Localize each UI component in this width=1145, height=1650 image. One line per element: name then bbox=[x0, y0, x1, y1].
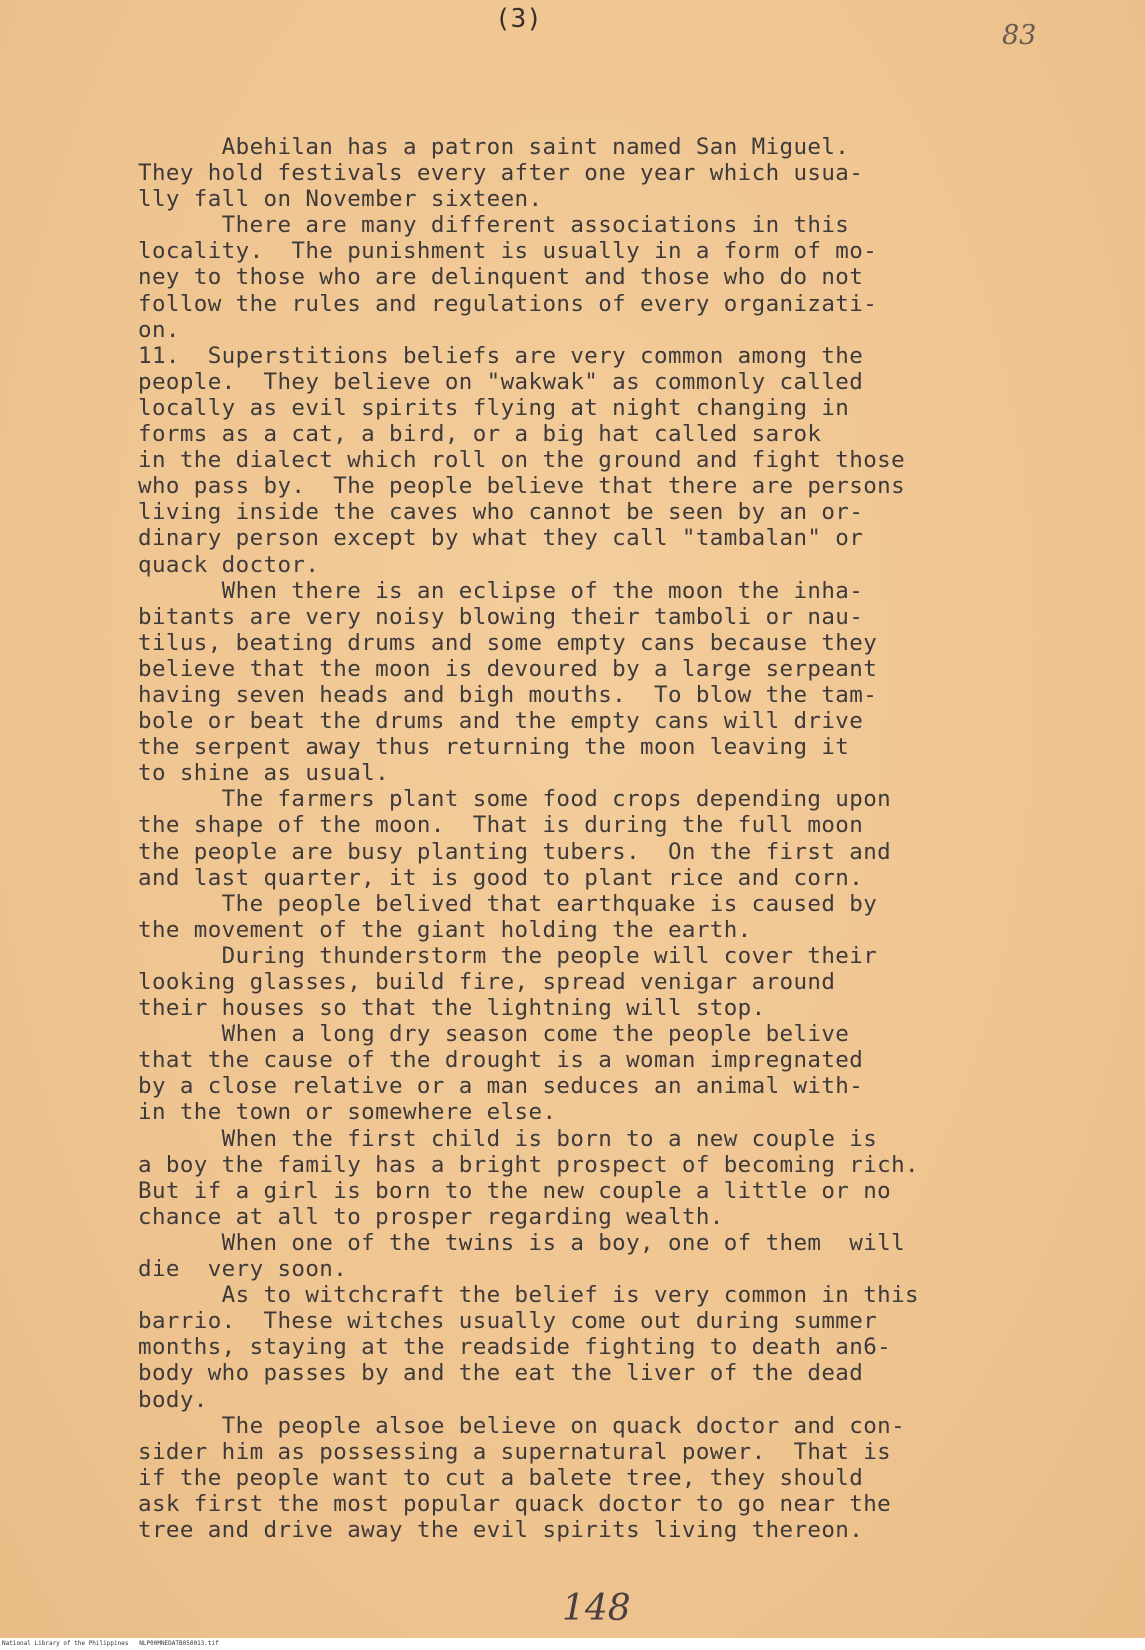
text-line: When there is an eclipse of the moon the inha- bbox=[138, 577, 864, 604]
text-line: to shine as usual. bbox=[138, 760, 390, 787]
text-line: lly fall on November sixteen. bbox=[138, 186, 543, 213]
handwritten-bottom-folio: 148 bbox=[562, 1588, 631, 1629]
text-line: people. They believe on "wakwak" as commonly called bbox=[138, 368, 864, 395]
text-line: body who passes by and the eat the liver of the dead bbox=[138, 1360, 864, 1387]
text-line: months, staying at the readside fighting to death an6- bbox=[138, 1334, 892, 1361]
text-line: ask first the most popular quack doctor to go near the bbox=[138, 1490, 892, 1517]
scan-footer: National Library of the Philippines NLP00MNEDATB050013.tif bbox=[0, 1638, 1145, 1650]
text-line: barrio. These witches usually come out during summer bbox=[138, 1308, 878, 1335]
text-line: As to witchcraft the belief is very common in this bbox=[138, 1282, 919, 1309]
text-line: sider him as possessing a supernatural power. That is bbox=[138, 1438, 892, 1465]
text-line: The farmers plant some food crops depending upon bbox=[138, 786, 892, 813]
text-line: dinary person except by what they call "tambalan" or bbox=[138, 525, 864, 552]
text-line: quack doctor. bbox=[138, 551, 320, 578]
text-line: that the cause of the drought is a woman impregnated bbox=[138, 1047, 864, 1074]
text-line: The people belived that earthquake is caused by bbox=[138, 890, 878, 917]
text-line: the people are busy planting tubers. On the first and bbox=[138, 838, 892, 865]
text-line: tilus, beating drums and some empty cans because they bbox=[138, 629, 878, 656]
text-line: on. bbox=[138, 316, 180, 343]
text-line: in the town or somewhere else. bbox=[138, 1099, 557, 1126]
typed-body-text bbox=[138, 134, 1018, 1543]
text-line: believe that the moon is devoured by a large serpeant bbox=[138, 655, 878, 682]
text-line: the shape of the moon. That is during the full moon bbox=[138, 812, 864, 839]
text-line: in the dialect which roll on the ground and fight those bbox=[138, 447, 906, 474]
text-line: But if a girl is born to the new couple a little or no bbox=[138, 1177, 892, 1204]
text-line: When a long dry season come the people belive bbox=[138, 1021, 850, 1048]
text-line: The people alsoe believe on quack doctor and con- bbox=[138, 1412, 906, 1439]
text-line: die very soon. bbox=[138, 1256, 348, 1283]
text-line: looking glasses, build fire, spread venigar around bbox=[138, 969, 836, 995]
handwritten-folio: 83 bbox=[1002, 20, 1037, 51]
text-line: chance at all to prosper regarding wealth. bbox=[138, 1203, 724, 1230]
text-line: bitants are very noisy blowing their tamboli or nau- bbox=[138, 603, 864, 630]
text-line: having seven heads and bigh mouths. To blow the tam- bbox=[138, 681, 878, 708]
text-line: tree and drive away the evil spirits living thereon. bbox=[138, 1516, 864, 1543]
text-line: locally as evil spirits flying at night changing in bbox=[138, 394, 850, 421]
text-line: follow the rules and regulations of every organizati- bbox=[138, 290, 878, 317]
text-line: a boy the family has a bright prospect of becoming rich. bbox=[138, 1151, 919, 1178]
text-line: the movement of the giant holding the earth. bbox=[138, 916, 752, 943]
text-line: who pass by. The people believe that there are persons bbox=[138, 473, 906, 500]
text-line: locality. The punishment is usually in a form of mo- bbox=[138, 238, 878, 265]
text-line: their houses so that the lightning will stop. bbox=[138, 995, 766, 1022]
text-line: Abehilan has a patron saint named San Miguel. bbox=[138, 134, 850, 160]
text-line: by a close relative or a man seduces an animal with- bbox=[138, 1073, 864, 1100]
text-line: 11. Superstitions beliefs are very common among the bbox=[138, 342, 864, 369]
text-line: ney to those who are delinquent and those who do not bbox=[138, 264, 864, 291]
text-line: living inside the caves who cannot be seen by an or- bbox=[138, 499, 864, 526]
text-line: They hold festivals every after one year which usua- bbox=[138, 160, 864, 187]
text-line: When one of the twins is a boy, one of them will bbox=[138, 1229, 906, 1256]
text-line: There are many different associations in this bbox=[138, 212, 850, 239]
text-line: forms as a cat, a bird, or a big hat called sarok bbox=[138, 421, 822, 448]
text-line: if the people want to cut a balete tree, they should bbox=[138, 1464, 864, 1491]
page-number: (3) bbox=[495, 4, 542, 34]
text-line: During thunderstorm the people will cover their bbox=[138, 942, 878, 969]
text-line: body. bbox=[138, 1386, 208, 1413]
text-line: and last quarter, it is good to plant rice and corn. bbox=[138, 864, 864, 891]
text-line: the serpent away thus returning the moon leaving it bbox=[138, 734, 850, 761]
text-line: When the first child is born to a new couple is bbox=[138, 1125, 878, 1152]
text-line: bole or beat the drums and the empty cans will drive bbox=[138, 708, 864, 735]
